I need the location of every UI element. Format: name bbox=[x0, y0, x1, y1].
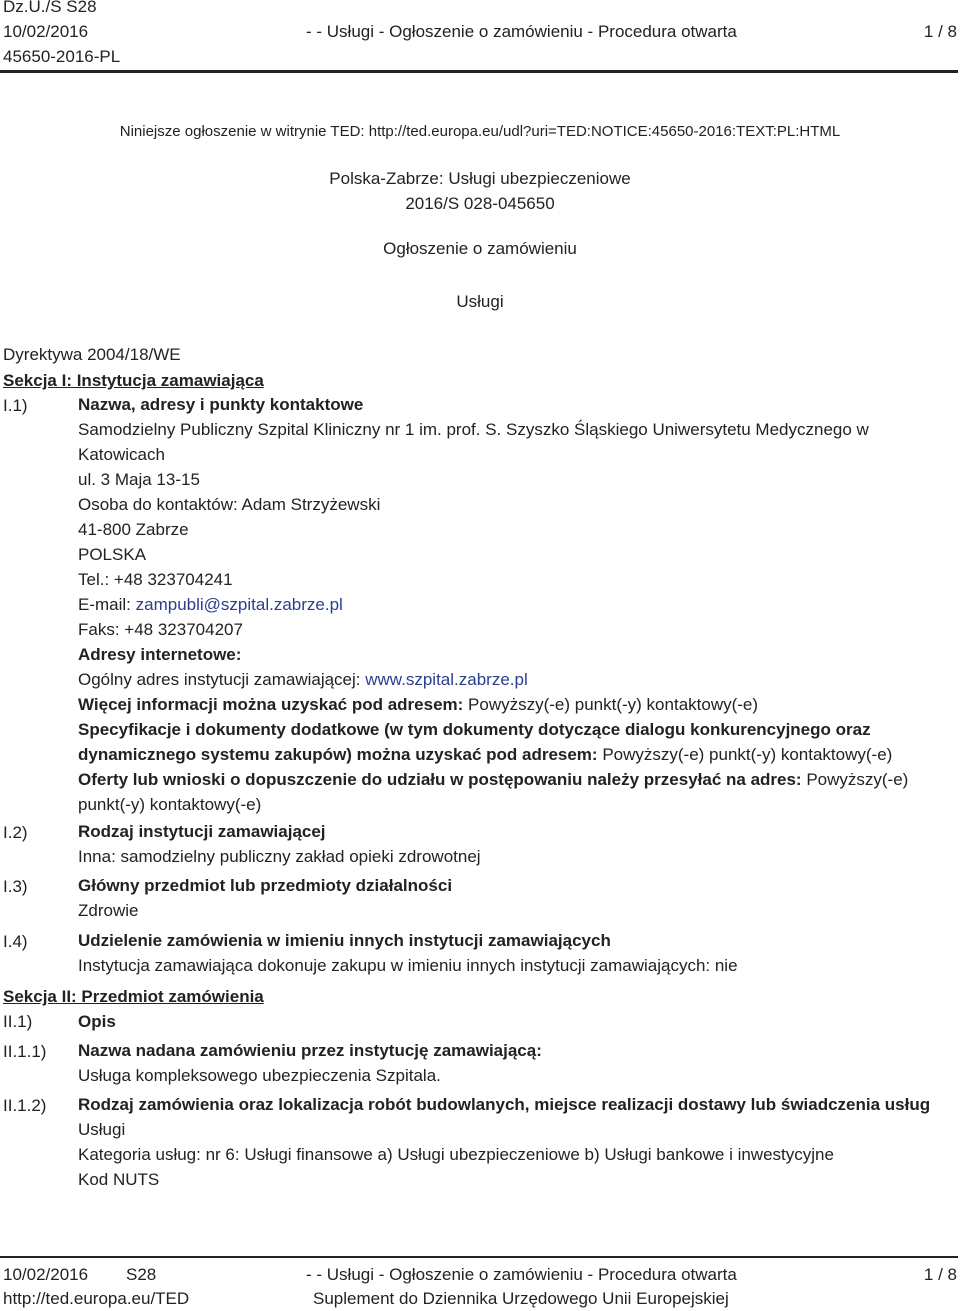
i1-more-value: Powyższy(-e) punkt(-y) kontaktowy(-e) bbox=[463, 695, 759, 714]
i2-number: I.2) bbox=[3, 823, 28, 842]
i1-spec-value: Powyższy(-e) punkt(-y) kontaktowy(-e) bbox=[597, 745, 893, 764]
header-rule bbox=[0, 70, 958, 73]
notice-heading-line2: 2016/S 028-045650 bbox=[405, 194, 555, 213]
header-page: 1 / 8 bbox=[923, 22, 957, 41]
section-2-title: Sekcja II: Przedmiot zamówienia bbox=[3, 987, 264, 1006]
footer-page: 1 / 8 bbox=[923, 1265, 957, 1284]
i4-block bbox=[78, 928, 950, 978]
i4-title: Udzielenie zamówienia w imieniu innych instytucji zamawiających bbox=[78, 931, 611, 950]
i1-country: POLSKA bbox=[78, 545, 147, 564]
i2-title: Rodzaj instytucji zamawiającej bbox=[78, 822, 326, 841]
ii11-title: Nazwa nadana zamówieniu przez instytucję zamawiającą: bbox=[78, 1041, 542, 1060]
i3-block bbox=[78, 873, 950, 923]
i4-number: I.4) bbox=[3, 932, 28, 951]
notice-heading-line3: Ogłoszenie o zamówieniu bbox=[383, 239, 577, 258]
i1-offers-value: Powyższy(-e) punkt(-y) kontaktowy(-e) bbox=[78, 770, 909, 814]
ii12-nuts: Kod NUTS bbox=[78, 1170, 160, 1189]
footer-subtitle: Suplement do Dziennika Urzędowego Unii Europejskiej bbox=[313, 1289, 729, 1308]
ii1-number: II.1) bbox=[3, 1012, 33, 1031]
i3-value: Zdrowie bbox=[78, 901, 139, 920]
header-ref: 45650-2016-PL bbox=[3, 47, 121, 66]
ii12-type: Usługi bbox=[78, 1120, 126, 1139]
i1-email-link[interactable]: zampubli@szpital.zabrze.pl bbox=[135, 595, 343, 614]
header-title: - - Usługi - Ogłoszenie o zamówieniu - Procedura otwarta bbox=[306, 22, 737, 41]
ii11-number: II.1.1) bbox=[3, 1042, 47, 1061]
i3-number: I.3) bbox=[3, 877, 28, 896]
footer-series: S28 bbox=[126, 1265, 157, 1284]
i1-web-link[interactable]: www.szpital.zabrze.pl bbox=[365, 670, 528, 689]
i1-web-line bbox=[78, 667, 950, 692]
i1-email-line bbox=[78, 592, 950, 617]
ii12-block bbox=[78, 1092, 950, 1192]
i1-web-label: Ogólny adres instytucji zamawiającej: bbox=[78, 670, 366, 689]
header-series: Dz.U./S S28 bbox=[3, 0, 97, 16]
i1-more-line bbox=[78, 692, 950, 717]
i1-email-label: E-mail: bbox=[78, 595, 136, 614]
i1-contact: Osoba do kontaktów: Adam Strzyżewski bbox=[78, 495, 381, 514]
i1-name: Samodzielny Publiczny Szpital Kliniczny nr 1 im. prof. S. Szyszko Śląskiego Uniwersytetu Medycznego w Katowicach bbox=[78, 420, 869, 464]
footer-date: 10/02/2016 bbox=[3, 1265, 89, 1284]
i4-value: Instytucja zamawiająca dokonuje zakupu w imieniu innych instytucji zamawiających: nie bbox=[78, 956, 738, 975]
footer-title: - - Usługi - Ogłoszenie o zamówieniu - Procedura otwarta bbox=[306, 1265, 737, 1284]
notice-heading-line1: Polska-Zabrze: Usługi ubezpieczeniowe bbox=[329, 169, 631, 188]
ii12-title: Rodzaj zamówienia oraz lokalizacja robót budowlanych, miejsce realizacji dostawy lub świadczenia usług bbox=[78, 1095, 931, 1114]
i1-offers-label: Oferty lub wnioski o dopuszczenie do udziału w postępowaniu należy przesyłać na adres: bbox=[78, 770, 802, 789]
i1-more-label: Więcej informacji można uzyskać pod adresem: bbox=[78, 695, 464, 714]
i2-value: Inna: samodzielny publiczny zakład opieki zdrowotnej bbox=[78, 847, 481, 866]
ii1-title: Opis bbox=[78, 1012, 116, 1031]
i1-web-title: Adresy internetowe: bbox=[78, 645, 242, 664]
i1-fax: Faks: +48 323704207 bbox=[78, 620, 243, 639]
ii11-value: Usługa kompleksowego ubezpieczenia Szpitala. bbox=[78, 1066, 441, 1085]
ii12-category: Kategoria usług: nr 6: Usługi finansowe a) Usługi ubezpieczeniowe b) Usługi bankowe i inwestycyjne bbox=[78, 1145, 834, 1164]
i1-spec-line bbox=[78, 717, 950, 767]
i1-block bbox=[78, 392, 950, 817]
i1-tel: Tel.: +48 323704241 bbox=[78, 570, 233, 589]
i1-spec-label: Specyfikacje i dokumenty dodatkowe (w tym dokumenty dotyczące dialogu konkurencyjnego oraz dynamicznego systemu zakupów) można uzyskać pod adresem: bbox=[78, 720, 871, 764]
directive: Dyrektywa 2004/18/WE bbox=[3, 345, 181, 364]
header-date: 10/02/2016 bbox=[3, 22, 89, 41]
i3-title: Główny przedmiot lub przedmioty działalności bbox=[78, 876, 453, 895]
footer-url[interactable]: http://ted.europa.eu/TED bbox=[3, 1289, 190, 1308]
i1-street: ul. 3 Maja 13-15 bbox=[78, 470, 200, 489]
notice-link[interactable]: Niniejsze ogłoszenie w witrynie TED: http://ted.europa.eu/udl?uri=TED:NOTICE:45650-2016:TEXT:PL:HTML bbox=[119, 123, 841, 140]
i1-title: Nazwa, adresy i punkty kontaktowe bbox=[78, 395, 364, 414]
i2-block bbox=[78, 819, 950, 869]
ii12-number: II.1.2) bbox=[3, 1096, 47, 1115]
i1-number: I.1) bbox=[3, 396, 28, 415]
notice-heading-line4: Usługi bbox=[456, 292, 504, 311]
footer-rule bbox=[0, 1256, 958, 1258]
ii11-block bbox=[78, 1038, 950, 1088]
i1-city: 41-800 Zabrze bbox=[78, 520, 189, 539]
i1-offers-line bbox=[78, 767, 950, 817]
section-1-title: Sekcja I: Instytucja zamawiająca bbox=[3, 371, 264, 390]
